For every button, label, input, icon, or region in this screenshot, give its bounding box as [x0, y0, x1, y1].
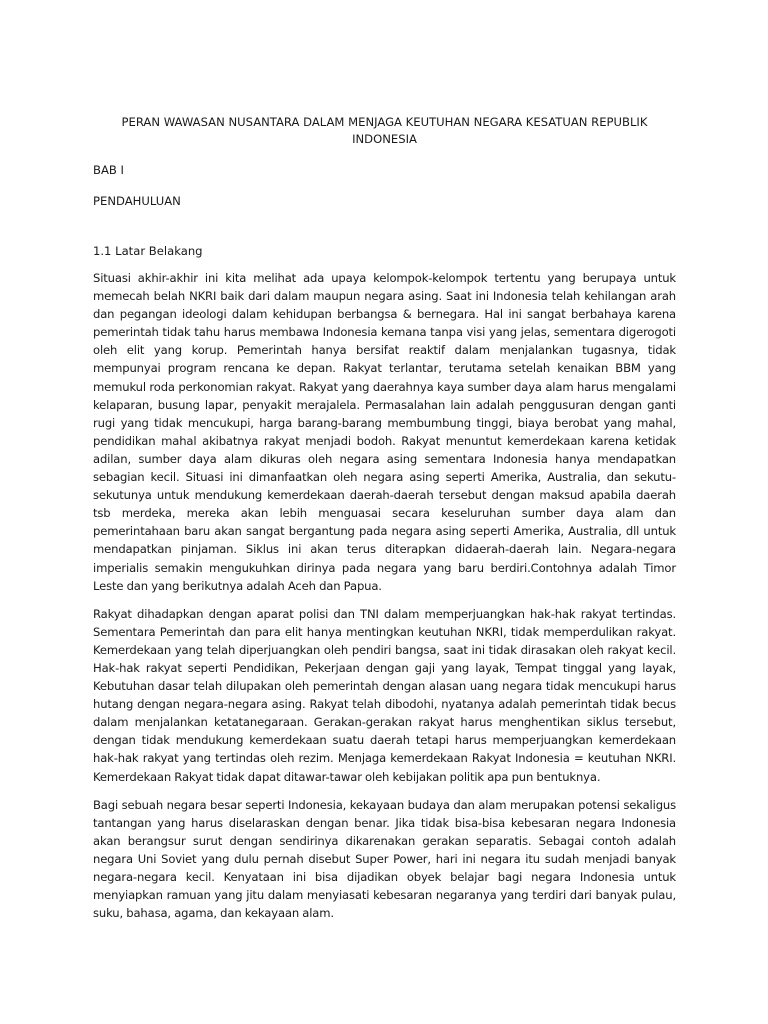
body-paragraph: Bagi sebuah negara besar seperti̇ Indonesia, kekayaan budaya dan alam merupakan potensi sekaligus tantangan yang harus diselaraskan dengan benar. Jika ti̇dak bisa-bisa kebesaran negara Indonesia akan berangsur surut dengan sendirinya dikarenakan gerakan separati̇s. Sebagai contoh adalah negara Uni Soviet yang dulu pernah disebut Super Power, hari ini negara itu sudah menjadi banyak negara-negara kecil. Kenyataan ini bisa dijadikan obyek belajar bagi negara Indonesia untuk menyiapkan ramuan yang jitu dalam menyiasati̇ kebesaran negaranya yang terdiri dari banyak pulau, suku, bahasa, agama, dan kekayaan alam. [93, 797, 676, 921]
document-page [93, 114, 676, 932]
document-title: PERAN WAWASAN NUSANTARA DALAM MENJAGA KEUTUHAN NEGARA KESATUAN REPUBLIK INDONESIA [121, 115, 648, 146]
section-heading: 1.1 Latar Belakang [93, 244, 203, 258]
chapter-title: PENDAHULUAN [93, 194, 181, 208]
body-paragraph: Situasi akhir-akhir ini kita melihat ada upaya kelompok-kelompok tertentu yang berupaya untuk memecah belah NKRI baik dari dalam maupun negara asing. Saat ini Indonesia telah kehilangan arah dan pegangan ideologi dalam kehidupan berbangsa & bernegara. Hal ini sangat berbahaya karena pemerintah ti̇dak tahu harus membawa Indonesia kemana tanpa visi yang jelas, sementara digerogoti̇ oleh elit yang korup. Pemerintah hanya bersifat reakti̇f dalam menjalankan tugasnya, ti̇dak mempunyai program rencana ke depan. Rakyat terlantar, terutama setelah kenaikan BBM yang memukul roda perkonomian rakyat. Rakyat yang daerahnya kaya sumber daya alam harus mengalami kelaparan, busung lapar, penyakit merajalela. Permasalahan lain adalah penggusuran dengan ganti̇ rugi yang ti̇dak mencukupi, harga barang-barang membumbung ti̇nggi, biaya berobat yang mahal, pendidikan mahal akibatnya rakyat menjadi bodoh. Rakyat menuntut kemerdekaan karena keti̇dak adilan, sumber daya alam dikuras oleh negara asing sementara Indonesia hanya mendapatkan sebagian kecil. Situasi ini dimanfaatkan oleh negara asing seperti̇ Amerika, Australia, dan sekutu-sekutunya untuk mendukung kemerdekaan daerah-daerah tersebut dengan maksud apabila daerah tsb merdeka, mereka akan lebih menguasai secara keseluruhan sumber daya alam dan pemerintahaan baru akan sangat bergantung pada negara asing seperti̇ Amerika, Australia, dll untuk mendapatkan pinjaman. Siklus ini akan terus diterapkan didaerah-daerah lain. Negara-negara imperialis semakin mengukuhkan dirinya pada negara yang baru berdiri.Contohnya adalah Timor Leste dan yang berikutnya adalah Aceh dan Papua. [93, 271, 676, 593]
chapter-label: BAB I [93, 163, 124, 177]
body-paragraph: Rakyat dihadapkan dengan aparat polisi dan TNI dalam memperjuangkan hak-hak rakyat terti̇ndas. Sementara Pemerintah dan para elit hanya menti̇ngkan keutuhan NKRI, ti̇dak memperdulikan rakyat. Kemerdekaan yang telah diperjuangkan oleh pendiri bangsa, saat ini ti̇dak dirasakan oleh rakyat kecil. Hak-hak rakyat seperti̇ Pendidikan, Pekerjaan dengan gaji yang layak, Tempat ti̇nggal yang layak, Kebutuhan dasar telah dilupakan oleh pemerintah dengan alasan uang negara ti̇dak mencukupi harus hutang dengan negara-negara asing. Rakyat telah dibodohi, nyatanya adalah pemerintah ti̇dak becus dalam menjalankan ketatanegaraan. Gerakan-gerakan rakyat harus menghenti̇kan siklus tersebut, dengan ti̇dak mendukung kemerdekaan suatu daerah tetapi harus memperjuangkan kemerdekaan hak-hak rakyat yang terti̇ndas oleh rezim. Menjaga kemerdekaan Rakyat Indonesia = keutuhan NKRI. Kemerdekaan Rakyat ti̇dak dapat ditawar-tawar oleh kebijakan politi̇k apa pun bentuknya. [93, 606, 676, 784]
